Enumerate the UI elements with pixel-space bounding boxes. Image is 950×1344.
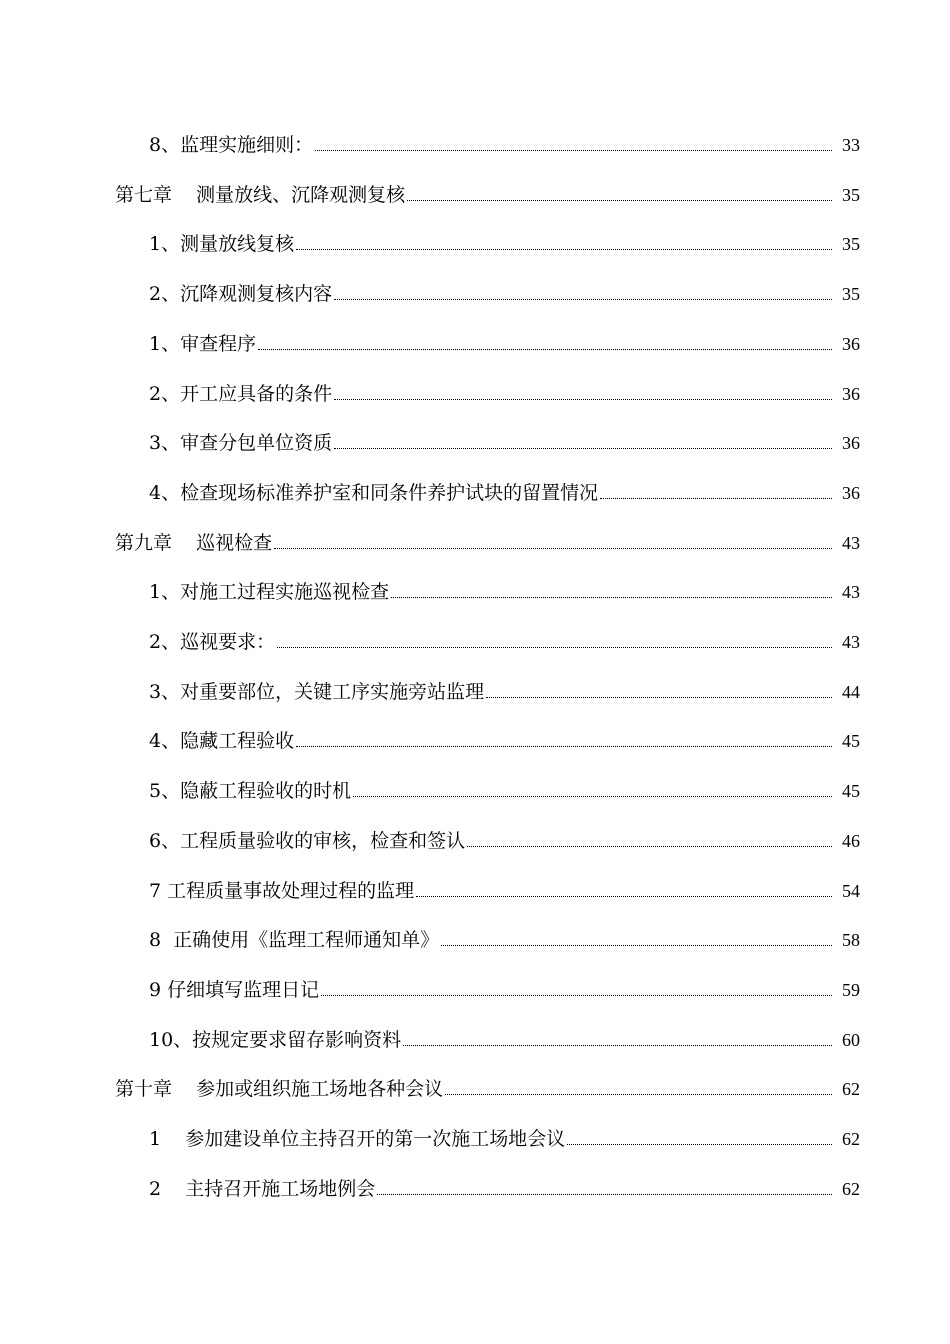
toc-entry-page: 35 [842,184,860,205]
toc-entry[interactable] [149,919,860,951]
toc-entry-page: 43 [842,632,860,652]
toc-entry-page: 43 [842,532,860,553]
toc-entry-title: 9 仔细填写监理日记 [149,978,320,1001]
toc-entry[interactable] [149,422,860,454]
dot-leader [296,745,832,747]
toc-entry-page: 59 [842,979,860,1000]
toc-entry-page: 36 [842,433,860,454]
toc-entry-title: 第九章 巡视检查 [115,531,273,554]
toc-entry-page: 36 [842,482,860,503]
dot-leader [567,1143,832,1145]
toc-entry[interactable] [149,1118,860,1150]
dot-leader [391,596,832,598]
toc-entry-page: 62 [842,1129,860,1149]
toc-entry-page: 54 [842,880,860,901]
toc-entry-title: 第十章 参加或组织施工场地各种会议 [115,1078,444,1101]
toc-entry-title: 2、巡视要求： [149,631,276,653]
toc-entry-title: 4、隐藏工程验收 [149,730,295,753]
toc-entry-title: 2、开工应具备的条件 [149,382,333,405]
toc-entry-title: 第七章 测量放线、沉降观测复核 [115,183,406,206]
toc-entry-page: 45 [842,731,860,752]
toc-entry[interactable] [149,1019,860,1051]
dot-leader [403,1044,832,1046]
toc-entry[interactable] [149,770,860,802]
toc-entry-title: 1、测量放线复核 [149,233,295,256]
toc-entry-page: 44 [842,681,860,702]
toc-entry[interactable] [149,720,860,752]
toc-entry[interactable] [149,820,860,852]
toc-entry[interactable] [149,870,860,902]
toc-entry-page: 36 [842,383,860,404]
dot-leader [258,348,832,350]
toc-entry-page: 35 [842,284,860,305]
toc-entry-page: 35 [842,234,860,255]
toc-entry-page: 43 [842,582,860,603]
toc-entry-title: 3、审查分包单位资质 [149,432,333,455]
toc-entry-title: 4、检查现场标准养护室和同条件养护试块的留置情况 [149,481,599,504]
dot-leader [353,795,832,797]
toc-chapter-entry[interactable] [115,1068,860,1100]
dot-leader [334,398,832,400]
dot-leader [486,696,832,698]
toc-entry[interactable] [149,621,860,653]
toc-entry-title: 6、工程质量验收的审核，检查和签认 [149,829,466,852]
dot-leader [321,994,832,996]
toc-entry[interactable] [149,124,860,156]
toc-chapter-entry[interactable] [115,174,860,206]
toc-entry-title: 8、监理实施细则： [149,134,314,156]
toc-entry-page: 58 [842,930,860,951]
toc-chapter-entry[interactable] [115,522,860,554]
dot-leader [407,199,832,201]
toc-entry-page: 62 [842,1178,860,1199]
dot-leader [416,895,832,897]
toc-entry-page: 33 [842,135,860,155]
dot-leader [467,845,832,847]
dot-leader [277,646,832,648]
toc-entry-page: 60 [842,1029,860,1050]
toc-entry-page: 36 [842,333,860,354]
toc-entry[interactable] [149,969,860,1001]
dot-leader [441,944,832,946]
toc-entry-page: 62 [842,1079,860,1100]
toc-entry[interactable] [149,671,860,703]
dot-leader [334,447,832,449]
toc-entry-title: 1、审查程序 [149,332,257,355]
toc-entry[interactable] [149,323,860,355]
dot-leader [274,547,832,549]
dot-leader [445,1093,832,1095]
toc-entry-title: 2 主持召开施工场地例会 [149,1177,376,1200]
toc-entry-title: 7 工程质量事故处理过程的监理 [149,879,415,902]
toc-entry-page: 46 [842,830,860,851]
dot-leader [377,1193,832,1195]
toc-entry-title: 10、按规定要求留存影响资料 [149,1028,402,1051]
toc-entry[interactable] [149,223,860,255]
toc-entry[interactable] [149,472,860,504]
toc-entry[interactable] [149,373,860,405]
toc-entry-title: 5、隐蔽工程验收的时机 [149,780,352,803]
dot-leader [296,248,832,250]
toc-entry[interactable] [149,273,860,305]
toc-entry-title: 1 参加建设单位主持召开的第一次施工场地会议 [149,1128,566,1150]
dot-leader [334,298,832,300]
toc-entry[interactable] [149,571,860,603]
dot-leader [315,149,832,151]
toc-entry-title: 8 正确使用《监理工程师通知单》 [149,929,440,952]
toc-entry[interactable] [149,1168,860,1200]
dot-leader [600,497,832,499]
toc-entry-page: 45 [842,781,860,802]
toc-entry-title: 2、沉降观测复核内容 [149,283,333,306]
toc-entry-title: 1、对施工过程实施巡视检查 [149,581,390,604]
toc-entry-title: 3、对重要部位，关键工序实施旁站监理 [149,680,485,703]
